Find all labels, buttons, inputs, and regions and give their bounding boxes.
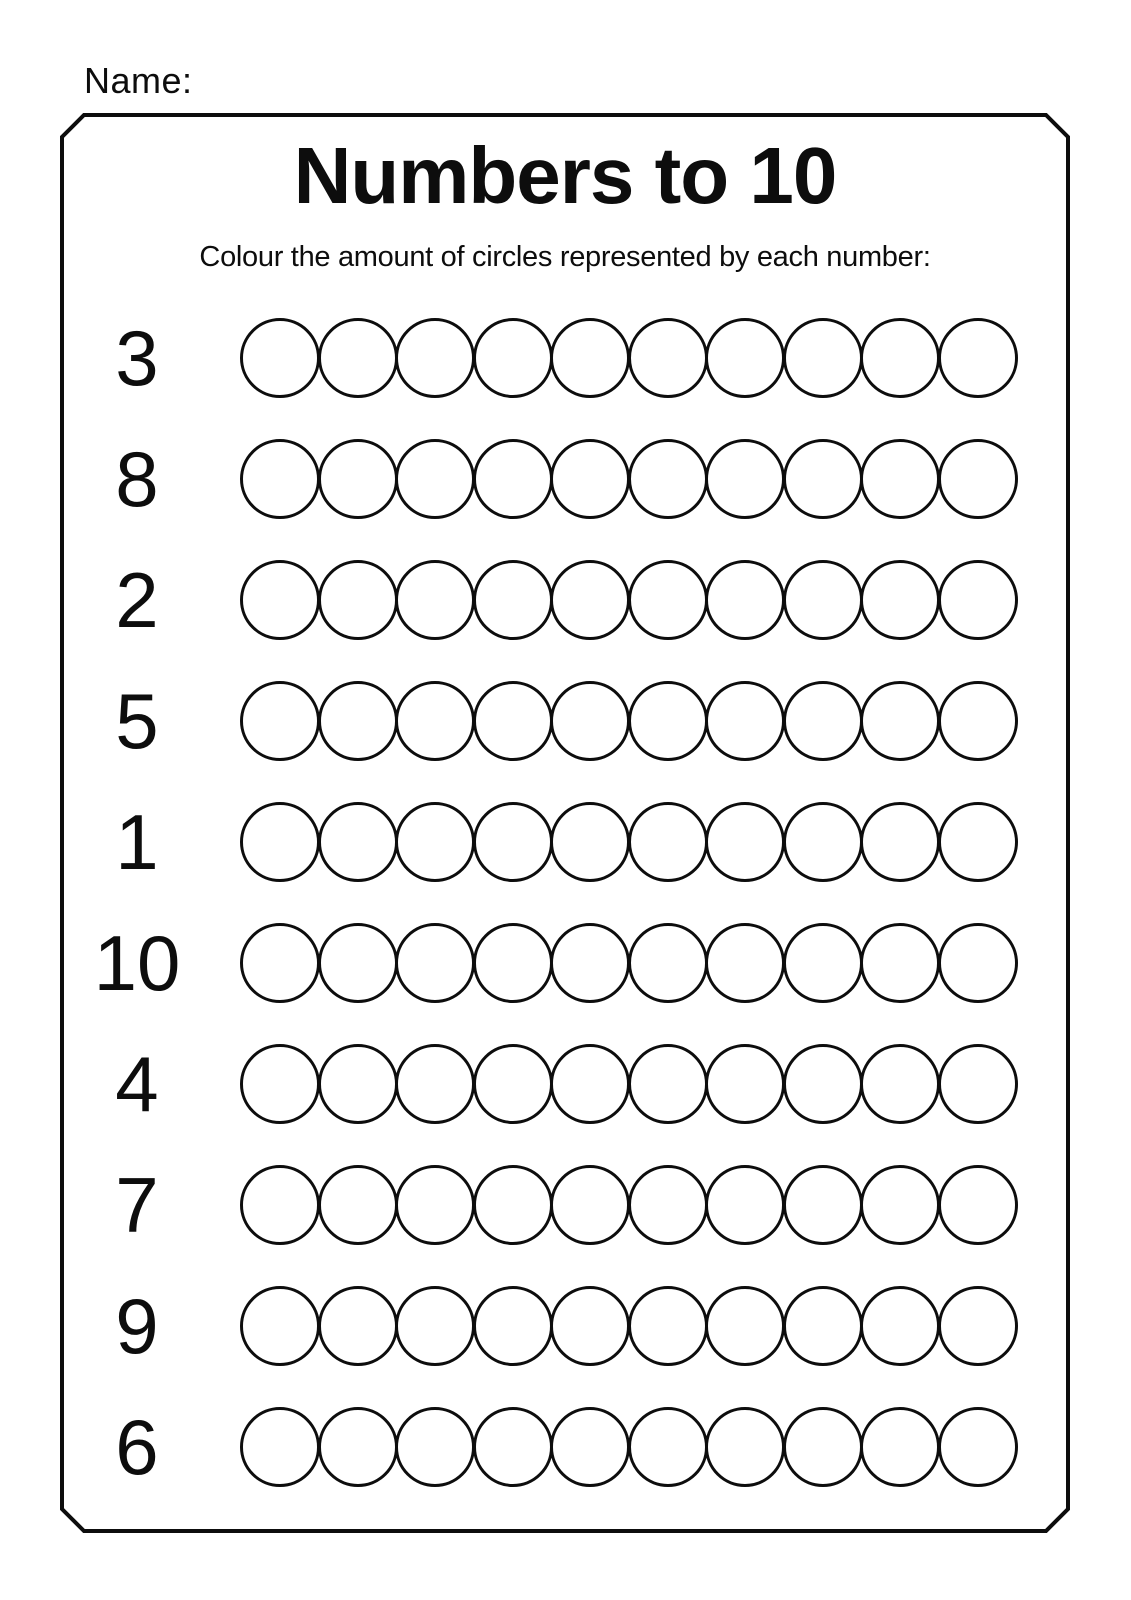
- colour-circle: [318, 923, 398, 1003]
- colour-circle: [550, 560, 630, 640]
- colour-circle: [550, 923, 630, 1003]
- colour-circle: [240, 318, 320, 398]
- colour-circle: [240, 1044, 320, 1124]
- colour-circle: [938, 318, 1018, 398]
- colour-circle: [860, 1044, 940, 1124]
- colour-circle: [860, 681, 940, 761]
- colour-circle: [550, 1165, 630, 1245]
- colour-circle: [938, 439, 1018, 519]
- number-row-10: [62, 903, 1068, 1023]
- colour-circle: [860, 1165, 940, 1245]
- colour-circle: [705, 318, 785, 398]
- colour-circle: [938, 1407, 1018, 1487]
- circle-strip: [240, 560, 1015, 640]
- colour-circle: [395, 802, 475, 882]
- colour-circle: [473, 681, 553, 761]
- colour-circle: [705, 560, 785, 640]
- circle-strip: [240, 1286, 1015, 1366]
- colour-circle: [473, 318, 553, 398]
- colour-circle: [628, 1165, 708, 1245]
- instruction-text: Colour the amount of circles represented by each number:: [199, 241, 931, 273]
- colour-circle: [395, 1407, 475, 1487]
- colour-circle: [705, 681, 785, 761]
- colour-circle: [938, 923, 1018, 1003]
- colour-circle: [318, 1044, 398, 1124]
- colour-circle: [860, 1286, 940, 1366]
- circle-strip: [240, 318, 1015, 398]
- colour-circle: [240, 1165, 320, 1245]
- colour-circle: [860, 560, 940, 640]
- number-row-5: [62, 661, 1068, 781]
- colour-circle: [395, 681, 475, 761]
- row-number: 3: [115, 314, 159, 402]
- colour-circle: [550, 681, 630, 761]
- colour-circle: [473, 439, 553, 519]
- circle-strip: [240, 1044, 1015, 1124]
- colour-circle: [783, 1286, 863, 1366]
- colour-circle: [395, 923, 475, 1003]
- colour-circle: [783, 1407, 863, 1487]
- circle-strip: [240, 1165, 1015, 1245]
- colour-circle: [783, 681, 863, 761]
- colour-circle: [628, 560, 708, 640]
- row-number: 2: [115, 556, 159, 644]
- colour-circle: [473, 802, 553, 882]
- row-number: 8: [115, 435, 159, 523]
- colour-circle: [938, 1286, 1018, 1366]
- colour-circle: [240, 1407, 320, 1487]
- colour-circle: [473, 1286, 553, 1366]
- row-number: 9: [115, 1282, 159, 1370]
- colour-circle: [628, 318, 708, 398]
- colour-circle: [783, 560, 863, 640]
- colour-circle: [240, 802, 320, 882]
- number-row-1: [62, 782, 1068, 902]
- colour-circle: [240, 923, 320, 1003]
- colour-circle: [860, 439, 940, 519]
- circle-strip: [240, 1407, 1015, 1487]
- colour-circle: [938, 560, 1018, 640]
- colour-circle: [318, 1165, 398, 1245]
- colour-circle: [705, 1407, 785, 1487]
- row-number: 7: [115, 1161, 159, 1249]
- colour-circle: [628, 1286, 708, 1366]
- colour-circle: [550, 439, 630, 519]
- colour-circle: [628, 439, 708, 519]
- number-row-8: [62, 419, 1068, 539]
- colour-circle: [318, 439, 398, 519]
- colour-circle: [938, 681, 1018, 761]
- colour-circle: [318, 1407, 398, 1487]
- colour-circle: [860, 1407, 940, 1487]
- colour-circle: [550, 1407, 630, 1487]
- colour-circle: [705, 802, 785, 882]
- colour-circle: [473, 923, 553, 1003]
- colour-circle: [550, 802, 630, 882]
- colour-circle: [318, 802, 398, 882]
- colour-circle: [395, 318, 475, 398]
- colour-circle: [473, 1165, 553, 1245]
- colour-circle: [783, 439, 863, 519]
- number-row-3: [62, 298, 1068, 418]
- colour-circle: [550, 318, 630, 398]
- circle-strip: [240, 439, 1015, 519]
- colour-circle: [395, 560, 475, 640]
- colour-circle: [783, 923, 863, 1003]
- colour-circle: [783, 1165, 863, 1245]
- number-row-6: [62, 1387, 1068, 1507]
- colour-circle: [318, 318, 398, 398]
- colour-circle: [628, 802, 708, 882]
- row-number: 10: [93, 919, 181, 1007]
- colour-circle: [240, 1286, 320, 1366]
- colour-circle: [395, 1286, 475, 1366]
- colour-circle: [473, 1407, 553, 1487]
- colour-circle: [705, 1286, 785, 1366]
- colour-circle: [318, 681, 398, 761]
- colour-circle: [783, 318, 863, 398]
- worksheet-title: Numbers to 10: [293, 131, 837, 220]
- colour-circle: [860, 923, 940, 1003]
- number-row-4: [62, 1024, 1068, 1144]
- colour-circle: [628, 681, 708, 761]
- number-row-2: [62, 540, 1068, 660]
- colour-circle: [395, 439, 475, 519]
- circle-strip: [240, 802, 1015, 882]
- colour-circle: [240, 681, 320, 761]
- row-number: 1: [115, 798, 159, 886]
- colour-circle: [783, 802, 863, 882]
- colour-circle: [318, 1286, 398, 1366]
- colour-circle: [938, 1165, 1018, 1245]
- colour-circle: [473, 1044, 553, 1124]
- colour-circle: [473, 560, 553, 640]
- colour-circle: [938, 802, 1018, 882]
- colour-circle: [240, 560, 320, 640]
- colour-circle: [705, 1165, 785, 1245]
- colour-circle: [395, 1165, 475, 1245]
- colour-circle: [318, 560, 398, 640]
- colour-circle: [628, 1044, 708, 1124]
- colour-circle: [860, 802, 940, 882]
- colour-circle: [705, 1044, 785, 1124]
- colour-circle: [240, 439, 320, 519]
- row-number: 4: [115, 1040, 159, 1128]
- name-label: Name:: [84, 60, 193, 101]
- colour-circle: [550, 1044, 630, 1124]
- colour-circle: [628, 1407, 708, 1487]
- circle-strip: [240, 923, 1015, 1003]
- number-row-7: [62, 1145, 1068, 1265]
- colour-circle: [938, 1044, 1018, 1124]
- colour-circle: [705, 923, 785, 1003]
- row-number: 5: [115, 677, 159, 765]
- number-row-9: [62, 1266, 1068, 1386]
- circle-strip: [240, 681, 1015, 761]
- colour-circle: [395, 1044, 475, 1124]
- colour-circle: [628, 923, 708, 1003]
- row-number: 6: [115, 1403, 159, 1491]
- colour-circle: [783, 1044, 863, 1124]
- colour-circle: [550, 1286, 630, 1366]
- colour-circle: [860, 318, 940, 398]
- colour-circle: [705, 439, 785, 519]
